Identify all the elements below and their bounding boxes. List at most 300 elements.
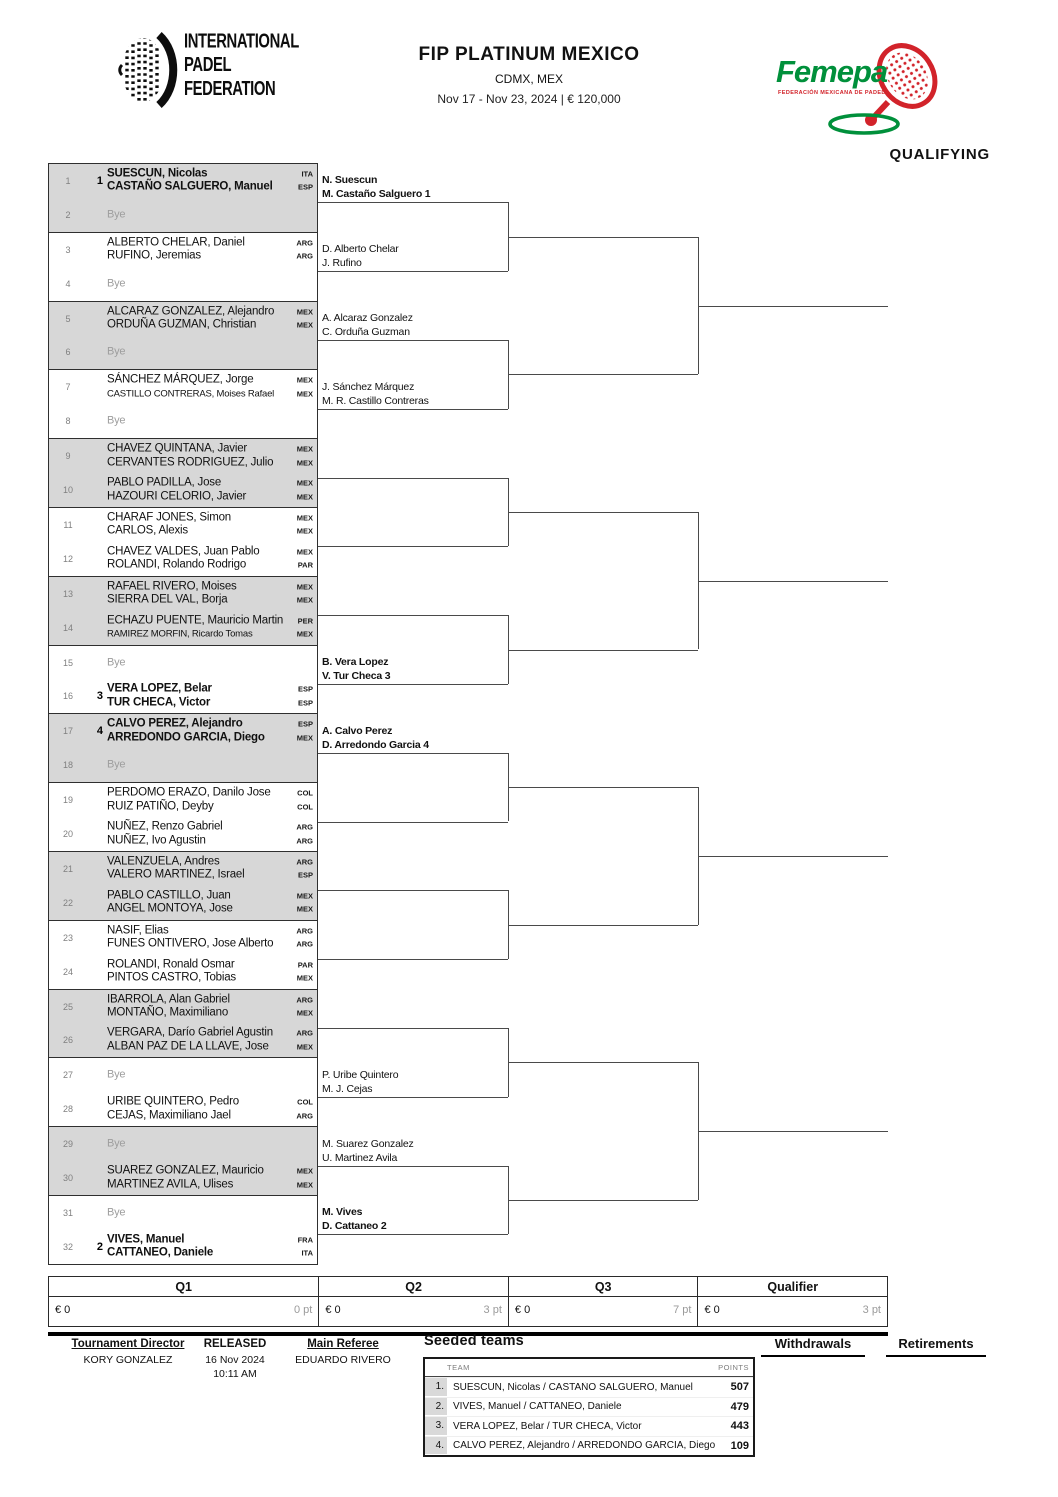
player-name: MARTINEZ AVILA, Ulises	[107, 1178, 234, 1191]
bracket-entry-group	[48, 989, 318, 1059]
player-name: VERGARA, Darío Gabriel Agustin	[107, 1026, 273, 1039]
entry-team	[107, 477, 315, 504]
player-name: PABLO CASTILLO, Juan	[107, 889, 231, 902]
bracket-entry	[49, 577, 317, 611]
player-country-code: COL	[297, 802, 313, 812]
bracket-entry-group	[48, 576, 318, 646]
main-referee-label: Main Referee	[307, 1338, 379, 1350]
entry-seed-number: 1	[96, 174, 103, 187]
bracket-entry-group	[48, 163, 318, 233]
released-label: RELEASED	[203, 1338, 267, 1350]
bracket-entry	[49, 404, 317, 438]
player-name: CALVO PEREZ, Alejandro	[107, 717, 243, 730]
player-name: ALBAN PAZ DE LA LLAVE, Jose	[107, 1040, 269, 1053]
entry-position-number: 31	[62, 1207, 73, 1218]
player-name: HAZOURI CELORIO, Javier	[107, 490, 247, 503]
player-country-code: COL	[297, 1097, 313, 1107]
entry-team	[107, 924, 315, 951]
round-points: 3 pt	[862, 1304, 881, 1316]
entry-position-number: 20	[62, 829, 73, 840]
bracket-line-q2-seat	[318, 890, 508, 891]
round2-team	[322, 172, 506, 201]
player-country-code: ITA	[301, 169, 313, 179]
player-name: PABLO PADILLA, Jose	[107, 476, 222, 489]
bracket-line-q2-seat	[318, 822, 508, 823]
bracket-entry	[49, 1127, 317, 1161]
round2-player-name: D. Arredondo Garcia 4	[322, 738, 429, 751]
player-country-code: MEX	[296, 307, 313, 317]
bracket-entry	[49, 817, 317, 851]
entry-team	[107, 718, 315, 745]
entry-position-number: 29	[62, 1139, 73, 1150]
tournament-director-name: KORY GONZALEZ	[83, 1354, 173, 1366]
player-country-code: MEX	[296, 904, 313, 914]
bracket-entry	[49, 508, 317, 542]
player-name: IBARROLA, Alan Gabriel	[107, 993, 230, 1006]
bracket-line-q3-seat	[508, 925, 698, 926]
player-country-code: ESP	[297, 698, 313, 708]
bracket-entry	[49, 1024, 317, 1058]
tournament-director-label: Tournament Director	[71, 1338, 185, 1350]
bracket-line-q2-seat	[318, 753, 508, 754]
player-name: RAMIREZ MORFIN, Ricardo Tomas	[107, 628, 253, 640]
bracket-line-q2-seat	[318, 1234, 508, 1235]
entry-team	[107, 1027, 315, 1054]
player-country-code: MEX	[296, 1180, 313, 1190]
bracket-entry	[49, 473, 317, 507]
round-label: Q1	[49, 1277, 318, 1297]
entry-team	[107, 1137, 315, 1151]
round2-team	[322, 241, 506, 270]
femepa-wordmark: Femepa	[776, 54, 888, 89]
player-name: ALBERTO CHELAR, Daniel	[107, 236, 245, 249]
entry-team	[107, 958, 315, 985]
round-points: 0 pt	[294, 1304, 313, 1316]
player-country-code: MEX	[296, 582, 313, 592]
player-country-code: MEX	[296, 1042, 313, 1052]
entry-seed-number: 2	[96, 1240, 103, 1253]
player-name: CHAVEZ VALDES, Juan Pablo	[107, 545, 260, 558]
player-name: CEJAS, Maximiliano Jael	[107, 1109, 231, 1122]
round2-team	[322, 1204, 506, 1233]
team-column-header: TEAM	[447, 1363, 470, 1372]
player-name: CHAVEZ QUINTANA, Javier	[107, 442, 248, 455]
player-name: ROLANDI, Ronald Osmar	[107, 958, 235, 971]
round-column-q2	[318, 1277, 508, 1326]
round-prize-points	[698, 1297, 887, 1326]
player-country-code: MEX	[296, 444, 313, 454]
bracket-line-q2-seat	[318, 684, 508, 685]
round-prize: € 0	[704, 1304, 720, 1316]
player-country-code: ARG	[296, 1028, 313, 1038]
entry-team	[107, 855, 315, 882]
player-country-code: MEX	[296, 1008, 313, 1018]
bracket-line-q3-seat	[508, 787, 698, 788]
player-name: ORDUÑA GUZMAN, Christian	[107, 318, 257, 331]
player-country-code: ARG	[296, 926, 313, 936]
bracket-line-q2-seat	[318, 1097, 508, 1098]
player-name: ARREDONDO GARCIA, Diego	[107, 731, 265, 744]
round-prize-points	[319, 1297, 508, 1326]
entry-position-number: 24	[62, 966, 73, 977]
bracket-line-q3-seat	[508, 374, 698, 375]
entry-team	[107, 1069, 315, 1083]
ipf-logo-text: INTERNATIONAL PADEL FEDERATION	[184, 30, 299, 101]
bracket-entry	[49, 267, 317, 301]
round2-player-name: M. J. Cejas	[322, 1082, 373, 1095]
player-name: NASIF, Elias	[107, 924, 169, 937]
round2-team	[322, 379, 506, 408]
bracket-entry	[49, 852, 317, 886]
player-name: CHARAF JONES, Simon	[107, 511, 232, 524]
seed-rank: 1.	[425, 1378, 447, 1397]
entry-position-number: 11	[63, 519, 73, 530]
round-points: 7 pt	[673, 1304, 692, 1316]
tournament-director-block	[58, 1338, 198, 1366]
round2-player-name: M. Suarez Gonzalez	[322, 1137, 414, 1150]
player-country-code: ESP	[297, 870, 313, 880]
player-name: SUESCUN, Nicolas	[107, 167, 208, 180]
round2-player-name: J. Sánchez Márquez	[322, 380, 415, 393]
bracket-line-q2-seat	[318, 546, 508, 547]
round2-player-name: C. Orduña Guzman	[322, 325, 410, 338]
player-name: VERA LOPEZ, Belar	[107, 682, 212, 695]
entry-position-number: 4	[65, 278, 71, 289]
round2-team	[322, 654, 506, 683]
bracket-line-q2-seat	[318, 202, 508, 203]
bye-label: Bye	[107, 655, 126, 668]
entry-team	[107, 236, 315, 263]
player-country-code: MEX	[296, 547, 313, 557]
entry-position-number: 18	[62, 760, 73, 771]
entry-position-number: 25	[62, 1001, 73, 1012]
bracket-entry	[49, 886, 317, 920]
entry-position-number: 7	[65, 382, 71, 393]
bracket-entry	[49, 370, 317, 404]
seed-rank: 2.	[425, 1398, 447, 1417]
player-name: MONTAÑO, Maximiliano	[107, 1006, 229, 1019]
seed-team-names: SUESCUN, Nicolas / CASTAÑO SALGUERO, Manuel	[453, 1381, 693, 1393]
player-country-code: ESP	[297, 684, 313, 694]
entry-team	[107, 683, 315, 710]
round2-team	[322, 1067, 506, 1096]
seeded-team-row	[425, 1436, 753, 1456]
player-country-code: MEX	[296, 733, 313, 743]
bracket-entry-group	[48, 369, 318, 439]
bracket-entry	[49, 542, 317, 576]
player-country-code: MEX	[296, 458, 313, 468]
player-name: ANGEL MONTOYA, Jose	[107, 902, 233, 915]
round-column-qualifier	[697, 1277, 887, 1326]
released-time: 10:11 AM	[213, 1368, 257, 1380]
entry-seed-number: 3	[96, 690, 103, 703]
entry-team	[107, 993, 315, 1020]
entry-team	[107, 305, 315, 332]
player-name: RUIZ PATIÑO, Deyby	[107, 800, 214, 813]
round2-player-name: J. Rufino	[322, 257, 362, 270]
round2-team	[322, 1136, 506, 1165]
entry-position-number: 30	[62, 1173, 73, 1184]
player-country-code: ARG	[296, 1111, 313, 1121]
player-name: VIVES, Manuel	[107, 1233, 185, 1246]
seed-points: 109	[730, 1439, 749, 1452]
seed-rank: 4.	[425, 1437, 447, 1456]
round2-player-name: V. Tur Checa 3	[322, 669, 391, 682]
entry-team	[107, 787, 315, 814]
player-country-code: MEX	[296, 1166, 313, 1176]
bracket-entry	[49, 748, 317, 782]
entry-position-number: 14	[62, 622, 73, 633]
bracket-entry	[49, 1092, 317, 1126]
player-country-code: ARG	[296, 939, 313, 949]
player-name: ALCARAZ GONZALEZ, Alejandro	[107, 305, 275, 318]
round-prize: € 0	[55, 1304, 71, 1316]
player-name: URIBE QUINTERO, Pedro	[107, 1095, 239, 1108]
entry-team	[107, 374, 315, 401]
entry-team	[107, 443, 315, 470]
bye-label: Bye	[107, 208, 126, 221]
released-block	[193, 1338, 277, 1380]
bracket-entry	[49, 1161, 317, 1195]
round2-player-name: M. Vives	[322, 1206, 363, 1219]
bracket-line-qualifier-seat	[698, 306, 888, 307]
entry-position-number: 13	[62, 588, 73, 599]
bracket-entry	[49, 164, 317, 198]
bracket-line-q2-seat	[318, 478, 508, 479]
player-name: NUÑEZ, Ivo Agustin	[107, 834, 206, 847]
withdrawals-heading: Withdrawals	[761, 1336, 865, 1357]
bracket-entry	[49, 1058, 317, 1092]
seeded-team-row	[425, 1416, 753, 1436]
entry-position-number: 19	[62, 795, 73, 806]
rounds-summary-table	[48, 1276, 888, 1327]
round-label: Q3	[509, 1277, 698, 1297]
bracket-entry-group	[48, 782, 318, 852]
entry-seed-number: 4	[96, 725, 103, 738]
round2-team	[322, 723, 506, 752]
round2-player-name: A. Alcaraz Gonzalez	[322, 311, 413, 324]
entry-position-number: 28	[62, 1104, 73, 1115]
bracket-entry-group	[48, 1057, 318, 1127]
round2-player-name: P. Uribe Quintero	[322, 1068, 399, 1081]
entry-position-number: 17	[62, 726, 73, 737]
entry-position-number: 32	[62, 1241, 73, 1252]
entry-position-number: 16	[62, 691, 73, 702]
round2-player-name: M. R. Castillo Contreras	[322, 394, 429, 407]
bracket-entry-group	[48, 645, 318, 715]
bye-label: Bye	[107, 758, 126, 771]
bye-label: Bye	[107, 1206, 126, 1219]
entry-team	[107, 759, 315, 773]
round-prize-points	[509, 1297, 698, 1326]
entry-team	[107, 415, 315, 429]
player-country-code: ARG	[296, 836, 313, 846]
seeded-teams-header	[425, 1359, 753, 1377]
bracket-entry	[49, 336, 317, 370]
player-name: RAFAEL RIVERO, Moises	[107, 580, 237, 593]
entry-position-number: 21	[62, 863, 73, 874]
main-referee-block	[283, 1338, 403, 1366]
main-referee-name: EDUARDO RIVERO	[295, 1354, 391, 1366]
player-name: NUÑEZ, Renzo Gabriel	[107, 820, 223, 833]
entry-position-number: 12	[62, 553, 73, 564]
player-country-code: MEX	[296, 478, 313, 488]
player-country-code: ESP	[297, 182, 313, 192]
bracket-entry	[49, 783, 317, 817]
bracket-line-q3-seat	[508, 1062, 698, 1063]
seeded-teams-table	[423, 1357, 755, 1457]
player-name: VALERO MARTINEZ, Israel	[107, 868, 245, 881]
entry-team	[107, 580, 315, 607]
entry-position-number: 2	[65, 209, 71, 220]
bye-label: Bye	[107, 1068, 126, 1081]
round-label: Qualifier	[698, 1277, 887, 1297]
bracket-line-q2-seat	[318, 959, 508, 960]
bracket-line-qualifier-seat	[698, 581, 888, 582]
bracket-entry	[49, 198, 317, 232]
player-name: SUAREZ GONZALEZ, Mauricio	[107, 1164, 264, 1177]
entry-team	[107, 346, 315, 360]
player-country-code: MEX	[296, 891, 313, 901]
bracket-entry	[49, 439, 317, 473]
entry-position-number: 23	[62, 932, 73, 943]
bracket-line-q2-seat	[318, 1028, 508, 1029]
bracket-entry	[49, 955, 317, 989]
bracket-line-qualifier-seat	[698, 1131, 888, 1132]
tournament-location: CDMX, MEX	[494, 72, 563, 86]
bye-label: Bye	[107, 414, 126, 427]
bracket-entry	[49, 990, 317, 1024]
seeded-team-row	[425, 1397, 753, 1417]
bracket-entry-group	[48, 507, 318, 577]
bracket-line-q3-seat	[508, 512, 698, 513]
player-country-code: ARG	[296, 251, 313, 261]
entry-position-number: 27	[62, 1070, 73, 1081]
bracket-entry	[49, 1196, 317, 1230]
player-country-code: FRA	[297, 1235, 313, 1245]
round2-player-name: U. Martinez Avila	[322, 1151, 398, 1164]
seed-team-names: VERA LOPEZ, Belar / TUR CHECA, Victor	[453, 1420, 642, 1432]
tournament-dates-prize: Nov 17 - Nov 23, 2024 | € 120,000	[437, 92, 621, 106]
bracket-entry	[49, 611, 317, 645]
entry-team	[107, 1206, 315, 1220]
round2-player-name: B. Vera Lopez	[322, 655, 389, 668]
entry-team	[107, 208, 315, 222]
round2-player-name: D. Alberto Chelar	[322, 243, 399, 256]
bracket-entry-group	[48, 232, 318, 302]
bracket-line-q2-seat	[318, 409, 508, 410]
entry-team	[107, 1165, 315, 1192]
bracket-entry	[49, 680, 317, 714]
round-column-q3	[508, 1277, 698, 1326]
bracket-line-q2-seat	[318, 271, 508, 272]
round2-team	[322, 310, 506, 339]
seed-team-names: VIVES, Manuel / CATTANEO, Daniele	[453, 1401, 622, 1413]
bracket-entry	[49, 302, 317, 336]
bracket-line-q3-seat	[508, 237, 698, 238]
bracket-line-q2-seat	[318, 615, 508, 616]
bye-label: Bye	[107, 276, 126, 289]
player-country-code: ARG	[296, 857, 313, 867]
bracket-entry-group	[48, 920, 318, 990]
entry-team	[107, 889, 315, 916]
entry-position-number: 9	[65, 451, 71, 462]
entry-team	[107, 1096, 315, 1123]
player-country-code: MEX	[296, 320, 313, 330]
bracket-entry-group	[48, 1195, 318, 1265]
player-name: VALENZUELA, Andres	[107, 855, 220, 868]
bracket-entry	[49, 714, 317, 748]
round-prize: € 0	[514, 1304, 531, 1316]
bye-label: Bye	[107, 345, 126, 358]
player-name: CASTILLO CONTRERAS, Moises Rafael	[107, 388, 275, 400]
round-prize: € 0	[325, 1304, 341, 1316]
seeded-team-row	[425, 1377, 753, 1397]
player-country-code: MEX	[296, 973, 313, 983]
entry-team	[107, 545, 315, 572]
bracket-entry-group	[48, 301, 318, 371]
player-country-code: ITA	[301, 1248, 313, 1258]
player-country-code: ARG	[296, 822, 313, 832]
player-country-code: MEX	[296, 389, 313, 399]
player-name: CERVANTES RODRIGUEZ, Julio	[107, 456, 274, 469]
player-name: CARLOS, Alexis	[107, 524, 188, 537]
player-country-code: MEX	[296, 629, 313, 639]
section-label: QUALIFYING	[889, 146, 990, 163]
bracket-entry-group	[48, 1126, 318, 1196]
entry-team	[107, 167, 315, 194]
bracket-line-q3-seat	[508, 1200, 698, 1201]
player-name: FUNES ONTIVERO, Jose Alberto	[107, 937, 274, 950]
player-name: CATTANEO, Daniele	[107, 1246, 214, 1259]
player-country-code: ESP	[297, 719, 313, 729]
player-country-code: PAR	[297, 960, 313, 970]
player-country-code: ARG	[296, 238, 313, 248]
tournament-title: FIP PLATINUM MEXICO	[418, 44, 640, 65]
bracket-line-q3-seat	[508, 650, 698, 651]
player-country-code: MEX	[296, 526, 313, 536]
player-name: ROLANDI, Rolando Rodrigo	[107, 558, 247, 571]
player-country-code: COL	[297, 788, 313, 798]
round2-player-name: D. Cattaneo 2	[322, 1220, 387, 1233]
femepa-logo	[772, 38, 962, 138]
entry-team	[107, 821, 315, 848]
round2-player-name: N. Suescun	[322, 174, 378, 187]
tournament-title-block	[299, 44, 759, 106]
seed-team-names: CALVO PEREZ, Alejandro / ARREDONDO GARCIA, Diego	[453, 1440, 716, 1452]
bye-label: Bye	[107, 1137, 126, 1150]
bracket-entry-group	[48, 438, 318, 508]
entry-team	[107, 614, 315, 641]
player-country-code: MEX	[296, 595, 313, 605]
player-country-code: PAR	[297, 560, 313, 570]
entry-position-number: 22	[62, 897, 73, 908]
entry-position-number: 3	[65, 244, 71, 255]
bracket-entry	[49, 646, 317, 680]
entry-team	[107, 277, 315, 291]
player-country-code: MEX	[296, 375, 313, 385]
player-country-code: PER	[297, 616, 313, 626]
entry-position-number: 26	[62, 1035, 73, 1046]
seed-points: 479	[730, 1400, 749, 1413]
seed-points: 443	[730, 1420, 749, 1433]
player-name: TUR CHECA, Victor	[107, 696, 211, 709]
bracket-entry	[49, 1230, 317, 1264]
round2-player-name: A. Calvo Perez	[322, 724, 393, 737]
entry-team	[107, 511, 315, 538]
player-name: SIERRA DEL VAL, Borja	[107, 593, 228, 606]
player-country-code: ARG	[296, 995, 313, 1005]
